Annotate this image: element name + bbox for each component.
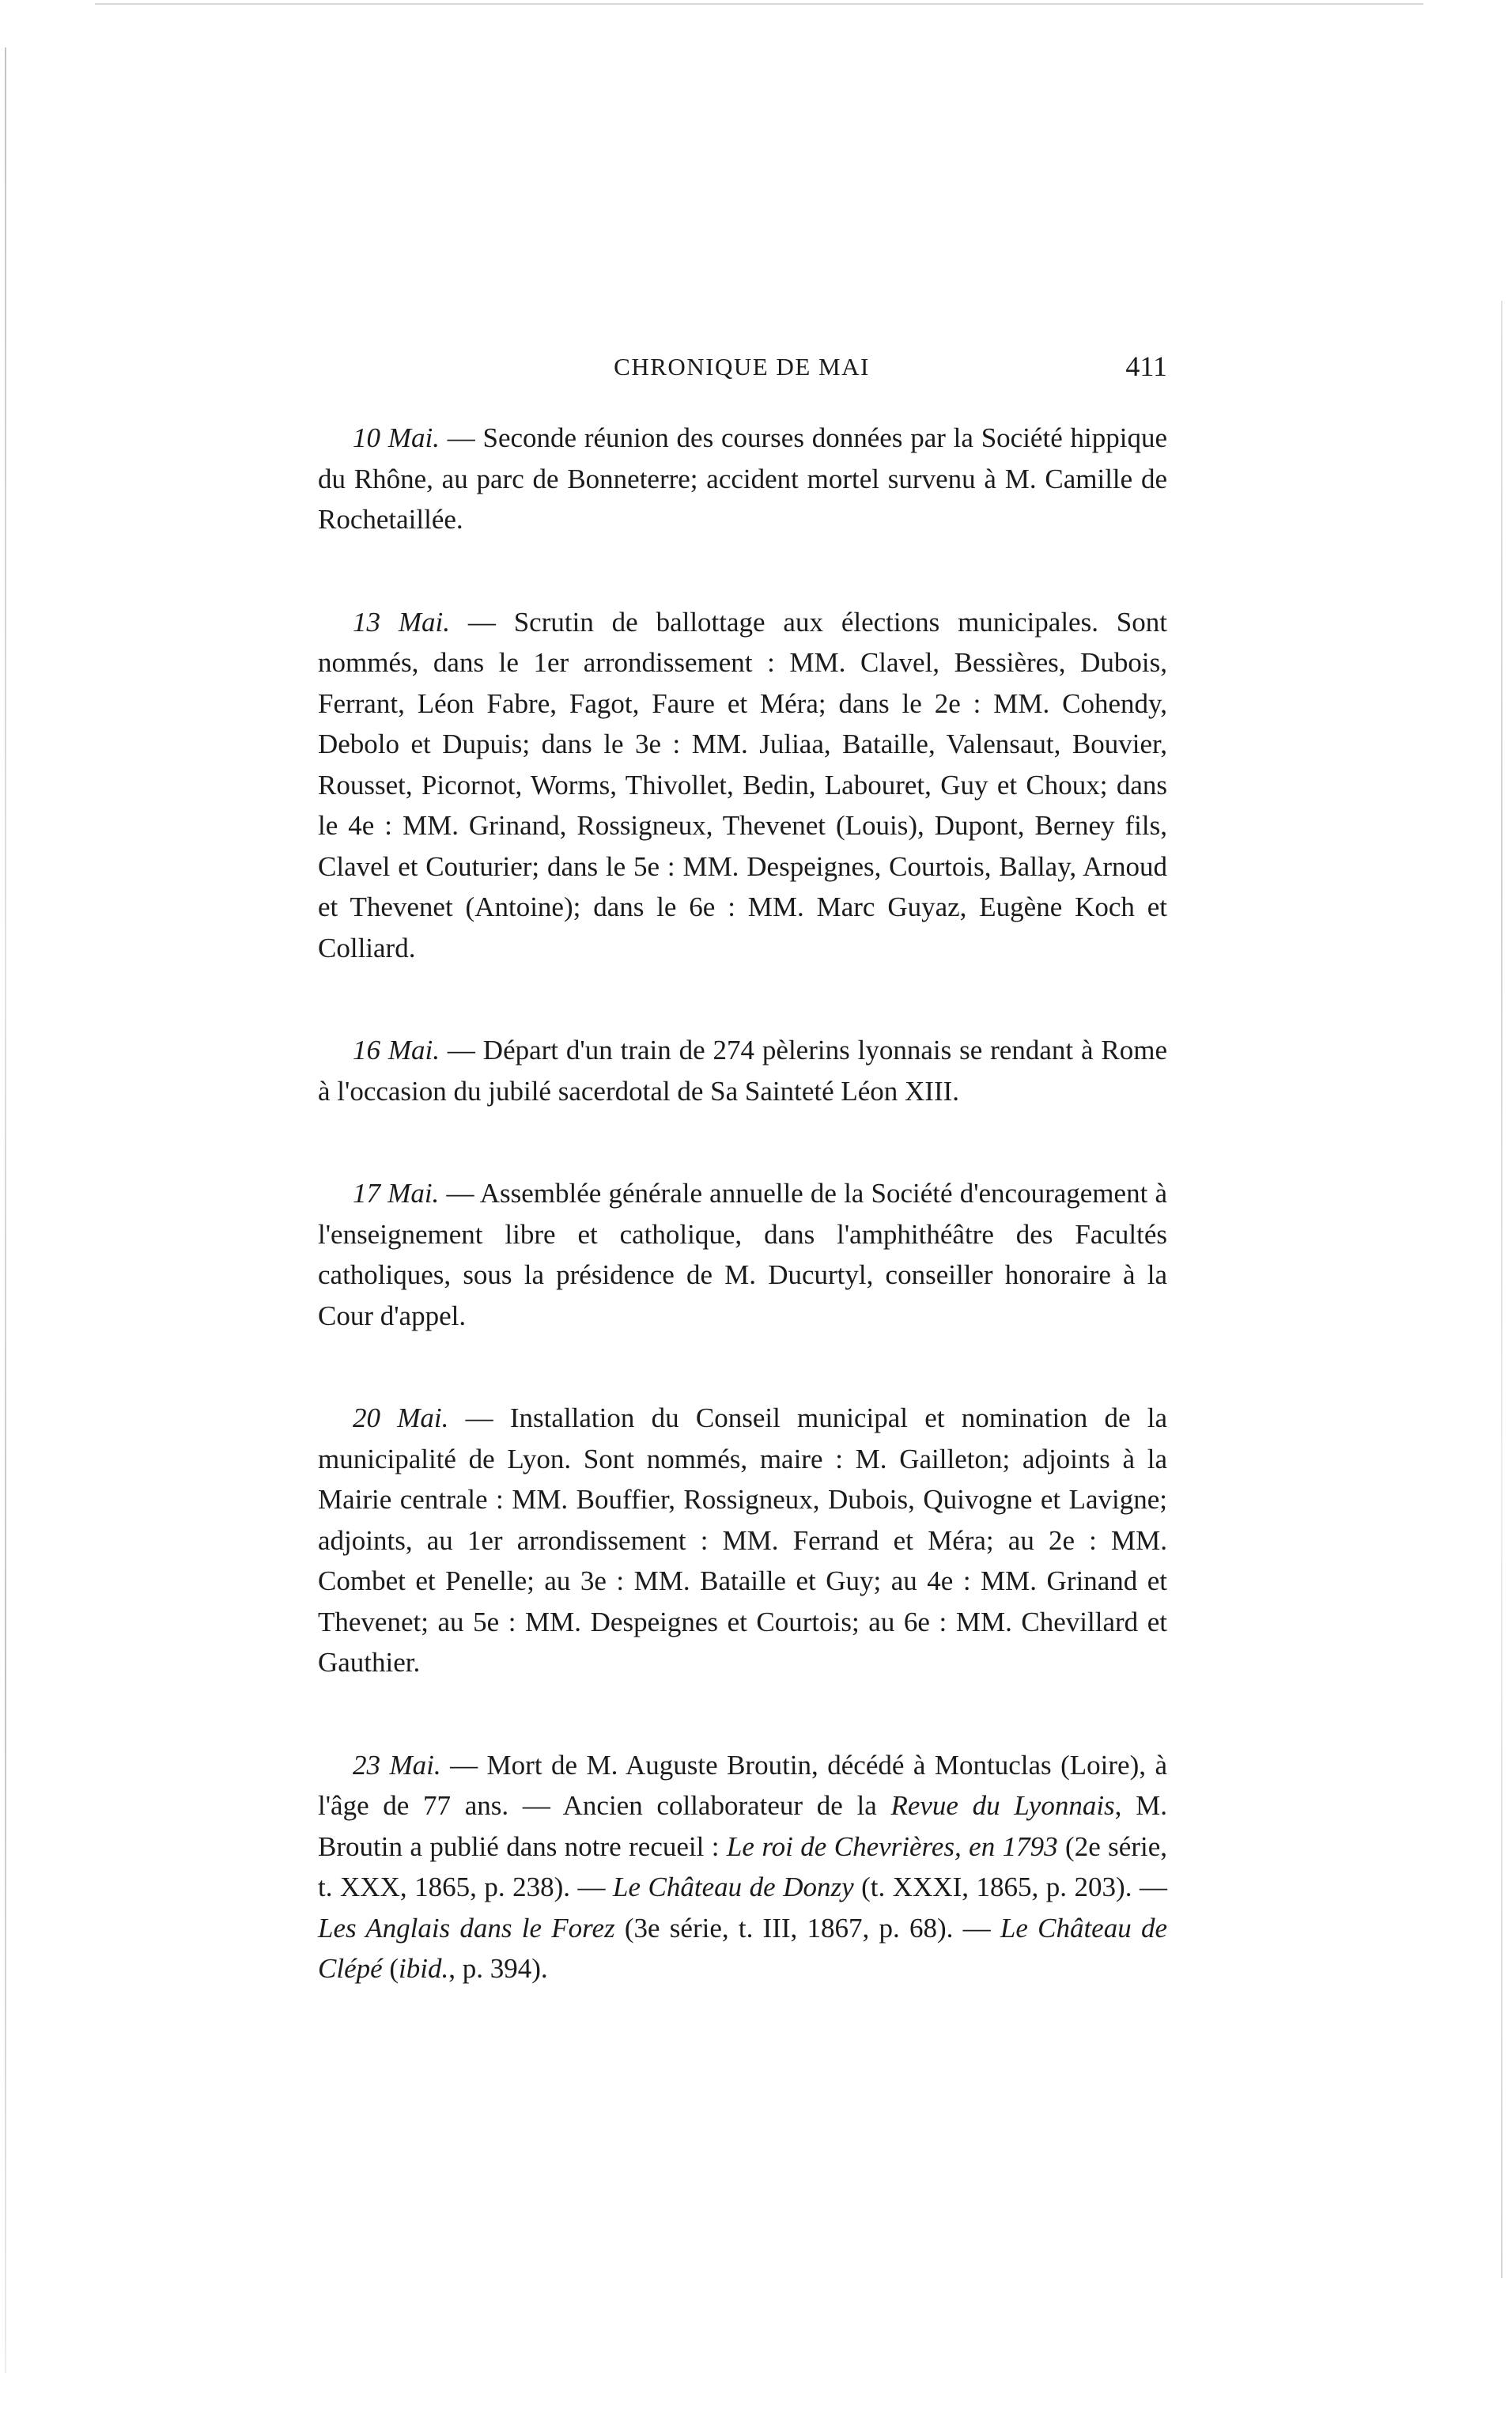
work-title: Revue du Lyonnais (890, 1790, 1115, 1821)
entry-text: — Seconde réunion des courses données par la Société hippique du Rhône, au parc de Bonneterre; accident mortel survenu à M. Camille de Rochetaillée. (318, 422, 1167, 535)
chronicle-entry (318, 1173, 1167, 1336)
entry-text: , M. Broutin a publié dans notre recueil : (318, 1790, 1167, 1862)
entry-date: 13 Mai. (353, 606, 450, 638)
entry-date: 10 Mai. (353, 422, 440, 453)
reference-abbrev: ibid. (399, 1953, 449, 1984)
chronicle-entry (318, 1030, 1167, 1111)
entry-text: (t. XXXI, 1865, p. 203). — (853, 1872, 1167, 1902)
entry-text: — Scrutin de ballottage aux élections municipales. Sont nommés, dans le 1er arrondissement : MM. Clavel, Bessières, Dubois, Ferrant, Léon Fabre, Fagot, Faure et Méra; dans le 2e : MM. Cohendy, Debolo et Dupuis; dans le 3e : MM. Juliaa, Bataille, Valensaut, Bouvier, Rousset, Picornot, Worms, Thivollet, Bedin, Labouret, Guy et Choux; dans le 4e : MM. Grinand, Rossigneux, Thevenet (Louis), Dupont, Berney fils, Clavel et Couturier; dans le 5e : MM. Despeignes, Courtois, Ballay, Arnoud et Thevenet (Antoine); dans le 6e : MM. Marc Guyaz, Eugène Koch et Colliard. (318, 606, 1167, 963)
work-title: Les Anglais dans le Forez (318, 1912, 615, 1944)
work-title: Le Château de Clépé (318, 1912, 1167, 1984)
page-number: 411 (1125, 350, 1167, 382)
entry-text: — Départ d'un train de 274 pèlerins lyonnais se rendant à Rome à l'occasion du jubilé sacerdotal de Sa Sainteté Léon XIII. (318, 1035, 1167, 1107)
entry-date: 17 Mai. (353, 1178, 440, 1209)
scan-edge-top (95, 3, 1423, 5)
page-header (316, 350, 1167, 388)
chronicle-entry (318, 1398, 1167, 1683)
work-title: Le Château de Donzy (613, 1872, 854, 1902)
entry-text: (2e série, t. XXX, 1865, p. 238). — (318, 1830, 1167, 1902)
entry-date: 20 Mai. (353, 1402, 449, 1433)
entry-text: (3e série, t. III, 1867, p. 68). — (614, 1912, 1000, 1944)
body-text (318, 418, 1167, 2051)
entry-date: 23 Mai. (353, 1749, 441, 1781)
chronicle-entry (318, 602, 1167, 969)
entry-text: — Assemblée générale annuelle de la Société d'encouragement à l'enseignement libre et catholique, dans l'amphithéâtre des Facultés catholiques, sous la présidence de M. Ducurtyl, conseiller honoraire à la Cour d'appel. (318, 1178, 1167, 1331)
work-title: Le roi de Chevrières, en 1793 (726, 1830, 1058, 1862)
running-title: CHRONIQUE DE MAI (614, 353, 870, 380)
entry-text: ( (382, 1953, 399, 1984)
chronicle-entry (318, 1745, 1167, 1989)
entry-text: , p. 394). (448, 1953, 548, 1984)
scan-edge-left (5, 47, 6, 2373)
chronicle-entry (318, 418, 1167, 540)
entry-date: 16 Mai. (353, 1035, 440, 1065)
entry-text: — Mort de M. Auguste Broutin, décédé à Montuclas (Loire), à l'âge de 77 ans. — Ancien collaborateur de la (318, 1749, 1167, 1821)
scan-edge-right (1501, 301, 1503, 2278)
entry-text: — Installation du Conseil municipal et nomination de la municipalité de Lyon. Sont nommés, maire : M. Gailleton; adjoints à la Mairie centrale : MM. Bouffier, Rossigneux, Dubois, Quivogne et Lavigne; adjoints, au 1er arrondissement : MM. Ferrand et Méra; au 2e : MM. Combet et Penelle; au 3e : MM. Bataille et Guy; au 4e : MM. Grinand et Thevenet; au 5e : MM. Despeignes et Courtois; au 6e : MM. Chevillard et Gauthier. (318, 1402, 1167, 1678)
